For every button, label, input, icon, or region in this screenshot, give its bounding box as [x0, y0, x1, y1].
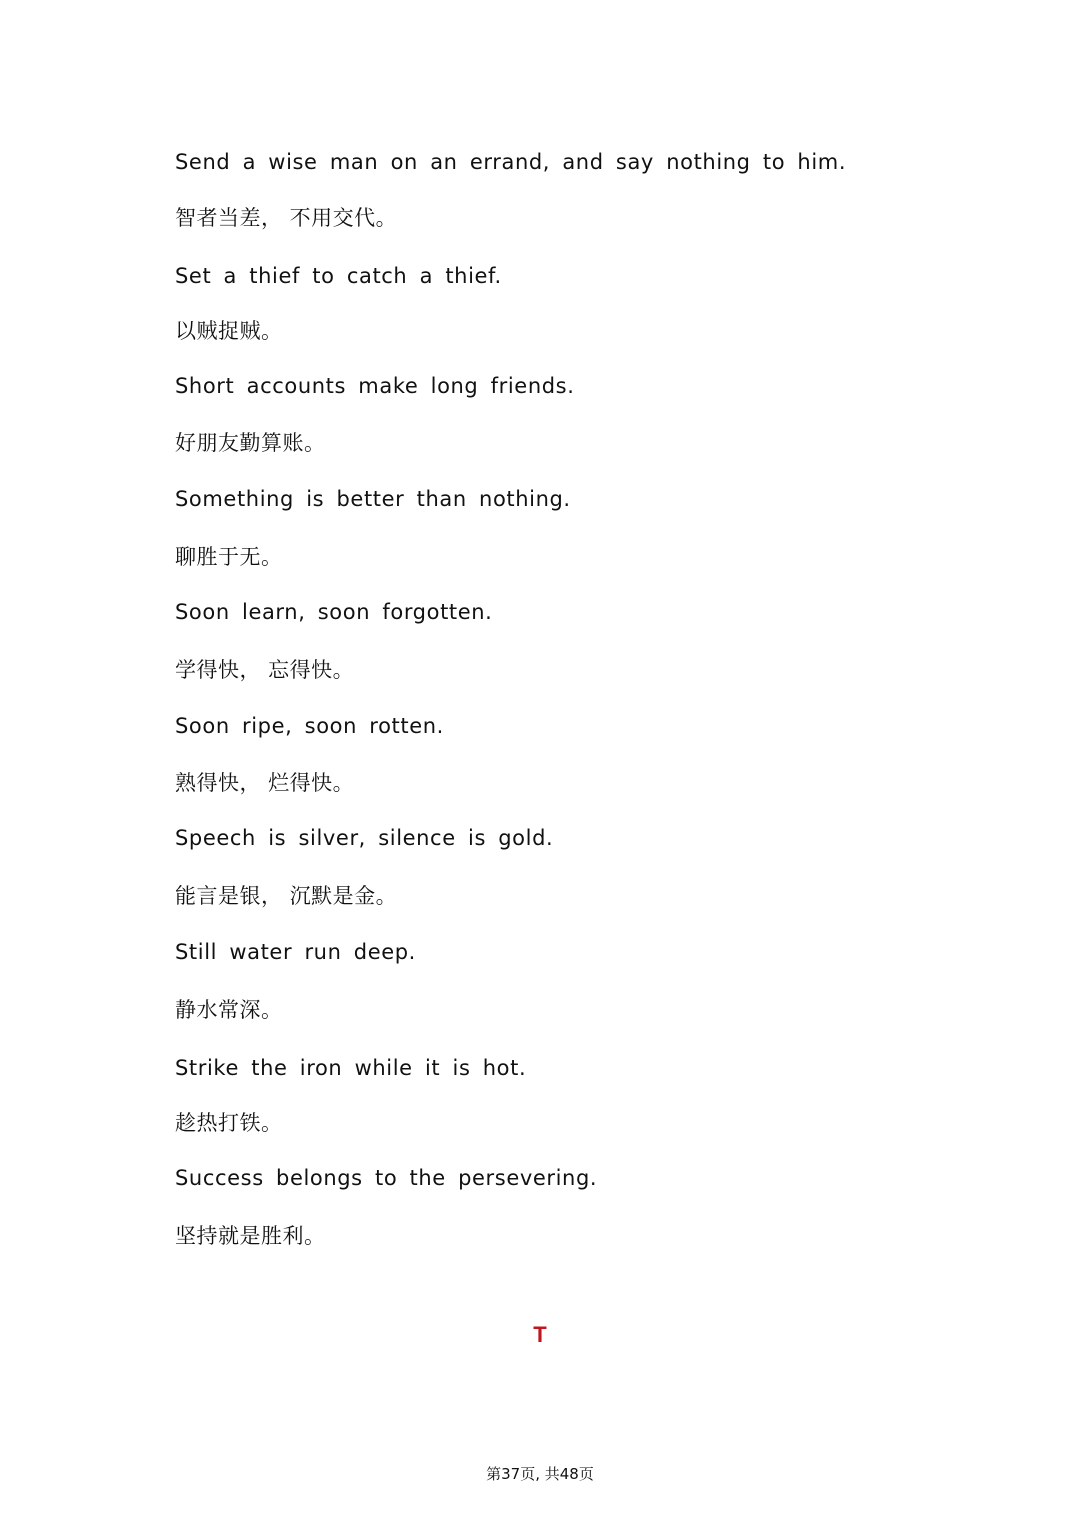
proverb-english: Speech is silver, silence is gold. [175, 826, 554, 850]
proverb-english: Something is better than nothing. [175, 487, 571, 511]
proverb-chinese: 以贼捉贼。 [175, 319, 283, 343]
proverb-english: Soon learn, soon forgotten. [175, 600, 493, 624]
proverb-chinese: 趁热打铁。 [175, 1111, 283, 1135]
proverb-english: Short accounts make long friends. [175, 374, 575, 398]
proverb-english: Strike the iron while it is hot. [175, 1056, 527, 1080]
proverb-english: Success belongs to the persevering. [175, 1166, 598, 1190]
proverb-chinese: 智者当差， 不用交代。 [175, 206, 398, 230]
proverb-chinese: 能言是银， 沉默是金。 [175, 884, 398, 908]
proverb-chinese: 聊胜于无。 [175, 545, 283, 569]
section-letter-heading: T [533, 1322, 547, 1347]
proverb-english: Still water run deep. [175, 940, 416, 964]
proverb-chinese: 学得快， 忘得快。 [175, 658, 355, 682]
page-number-footer: 第37页, 共48页 [486, 1465, 594, 1483]
proverb-english: Send a wise man on an errand, and say nothing to him. [175, 150, 847, 174]
proverb-chinese: 坚持就是胜利。 [175, 1224, 326, 1248]
proverb-chinese: 好朋友勤算账。 [175, 431, 326, 455]
proverb-english: Soon ripe, soon rotten. [175, 714, 444, 738]
proverb-chinese: 静水常深。 [175, 998, 283, 1022]
proverb-chinese: 熟得快， 烂得快。 [175, 771, 355, 795]
proverb-english: Set a thief to catch a thief. [175, 264, 502, 288]
